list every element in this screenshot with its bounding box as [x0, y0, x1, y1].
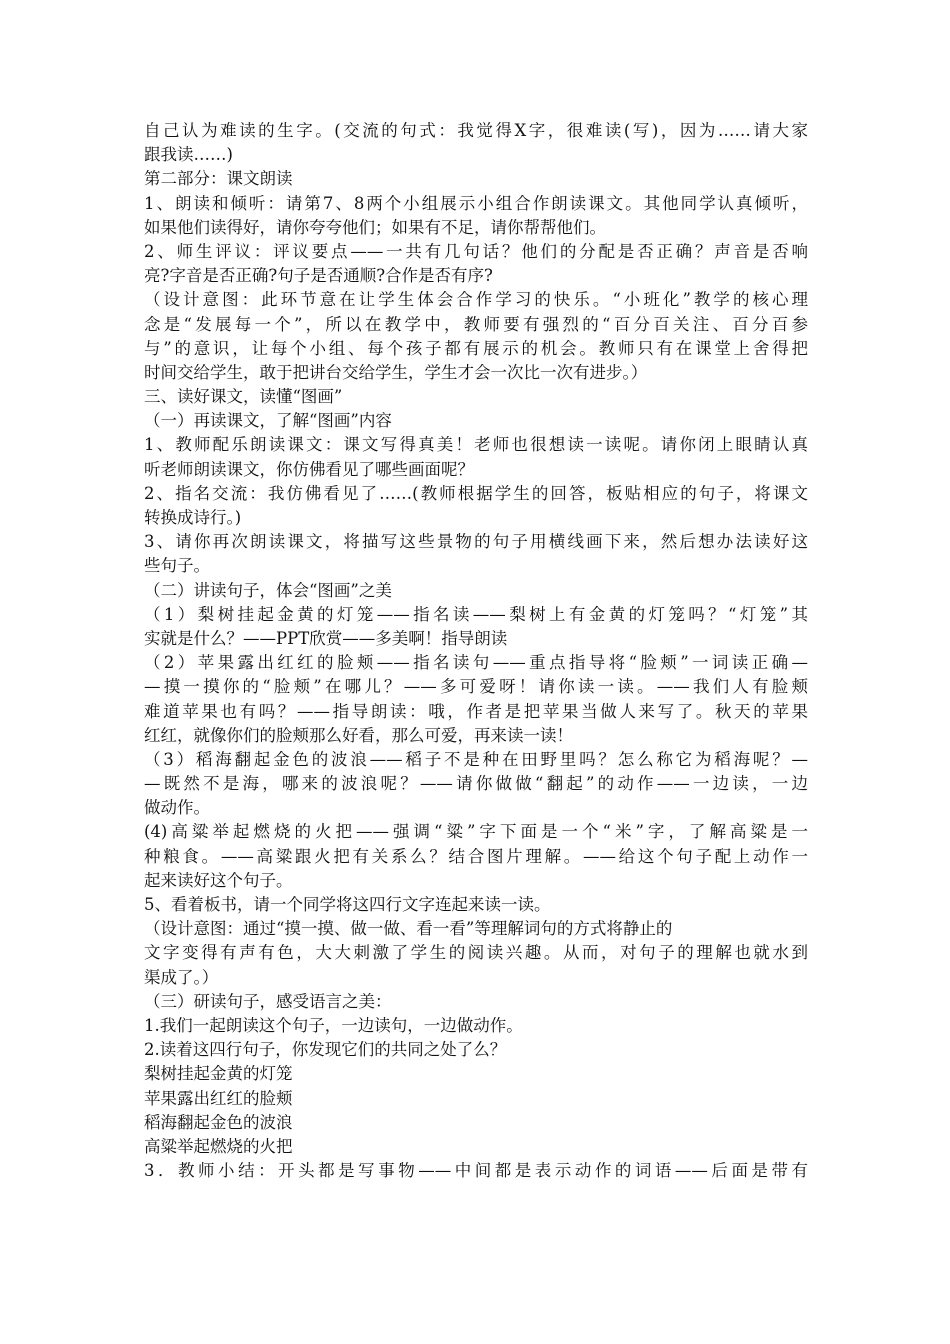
- text-line: 2、指名交流：我仿佛看见了……(教师根据学生的回答，板贴相应的句子，将课文: [144, 483, 808, 503]
- text-line: —既然不是海，哪来的波浪呢？——请你做做“翻起”的动作——一边读，一边: [144, 774, 808, 794]
- text-line: 跟我读……): [144, 145, 233, 165]
- text-line: 梨树挂起金黄的灯笼: [144, 1064, 293, 1084]
- text-line: 如果他们读得好，请你夸夸他们；如果有不足，请你帮帮他们。: [144, 217, 606, 237]
- text-line: （设计意图：通过“摸一摸、做一做、看一看”等理解词句的方式将静止的: [144, 919, 673, 939]
- document-page: [144, 119, 808, 1183]
- text-line: 实就是什么？——PPT欣赏——多美啊！指导朗读: [144, 628, 508, 648]
- text-line: 3、请你再次朗读课文，将描写这些景物的句子用横线画下来，然后想办法读好这: [144, 532, 808, 552]
- text-line: 第二部分：课文朗读: [144, 169, 293, 189]
- text-line: （1）梨树挂起金黄的灯笼——指名读——梨树上有金黄的灯笼吗？“灯笼”其: [144, 604, 808, 624]
- text-line: 时间交给学生，敢于把讲台交给学生，学生才会一次比一次有进步。）: [144, 362, 648, 382]
- text-line: 1、朗读和倾听：请第7、8两个小组展示小组合作朗读课文。其他同学认真倾听，: [144, 193, 808, 213]
- text-line: 难道苹果也有吗？——指导朗读：哦，作者是把苹果当做人来写了。秋天的苹果: [144, 701, 808, 721]
- text-line: （一）再读课文，了解“图画”内容: [144, 411, 392, 431]
- text-line: （2）苹果露出红红的脸颊——指名读句——重点指导将“脸颊”一词读正确—: [144, 653, 808, 673]
- text-line: 听老师朗读课文，你仿佛看见了哪些画面呢？: [144, 459, 474, 479]
- text-line: 渠成了。）: [144, 967, 219, 987]
- text-line: 红红，就像你们的脸颊那么好看，那么可爱，再来读一读！: [144, 725, 573, 745]
- text-line: 三、读好课文，读懂“图画”: [144, 387, 343, 407]
- text-line: 2、师生评议：评议要点——一共有几句话？他们的分配是否正确？声音是否响: [144, 241, 808, 261]
- text-line: (4)高粱举起燃烧的火把——强调“粱”字下面是一个“米”字，了解高粱是一: [144, 822, 808, 842]
- text-line: 1、教师配乐朗读课文：课文写得真美！老师也很想读一读呢。请你闭上眼睛认真: [144, 435, 808, 455]
- text-line: （二）讲读句子，体会“图画”之美: [144, 580, 392, 600]
- text-line: 3．教师小结：开头都是写事物——中间都是表示动作的词语——后面是带有: [144, 1161, 808, 1181]
- text-line: 与”的意识，让每个小组、每个孩子都有展示的机会。教师只有在课堂上舍得把: [144, 338, 808, 358]
- text-line: 亮?字音是否正确?句子是否通顺?合作是否有序?: [144, 266, 493, 286]
- text-line: 些句子。: [144, 556, 210, 576]
- text-line: 转换成诗行。): [144, 508, 242, 527]
- text-line: —摸一摸你的“脸颊”在哪儿？——多可爱呀！请你读一读。——我们人有脸颊: [144, 677, 808, 697]
- text-line: 稻海翻起金色的波浪: [144, 1112, 293, 1132]
- text-line: （3）稻海翻起金色的波浪——稻子不是种在田野里吗？怎么称它为稻海呢？—: [144, 749, 808, 769]
- text-line: 高粱举起燃烧的火把: [144, 1136, 293, 1156]
- text-line: 种粮食。——高粱跟火把有关系么？结合图片理解。——给这个句子配上动作一: [144, 846, 808, 866]
- text-line: 2.读着这四行句子，你发现它们的共同之处了么？: [144, 1040, 507, 1060]
- text-line: （三）研读句子，感受语言之美：: [144, 991, 392, 1011]
- text-line: 念是“发展每一个”，所以在教学中，教师要有强烈的“百分百关注、百分百参: [144, 314, 808, 334]
- text-line: 自己认为难读的生字。(交流的句式：我觉得X字，很难读(写)，因为……请大家: [144, 121, 808, 140]
- text-line: 1.我们一起朗读这个句子，一边读句，一边做动作。: [144, 1015, 523, 1035]
- text-line: 起来读好这个句子。: [144, 870, 293, 890]
- text-line: 5、看着板书，请一个同学将这四行文字连起来读一读。: [144, 895, 551, 914]
- text-line: 文字变得有声有色，大大刺激了学生的阅读兴趣。从而，对句子的理解也就水到: [144, 943, 808, 963]
- text-line: （设计意图：此环节意在让学生体会合作学习的快乐。“小班化”教学的核心理: [144, 290, 808, 310]
- text-line: 做动作。: [144, 798, 210, 818]
- text-line: 苹果露出红红的脸颊: [144, 1088, 293, 1108]
